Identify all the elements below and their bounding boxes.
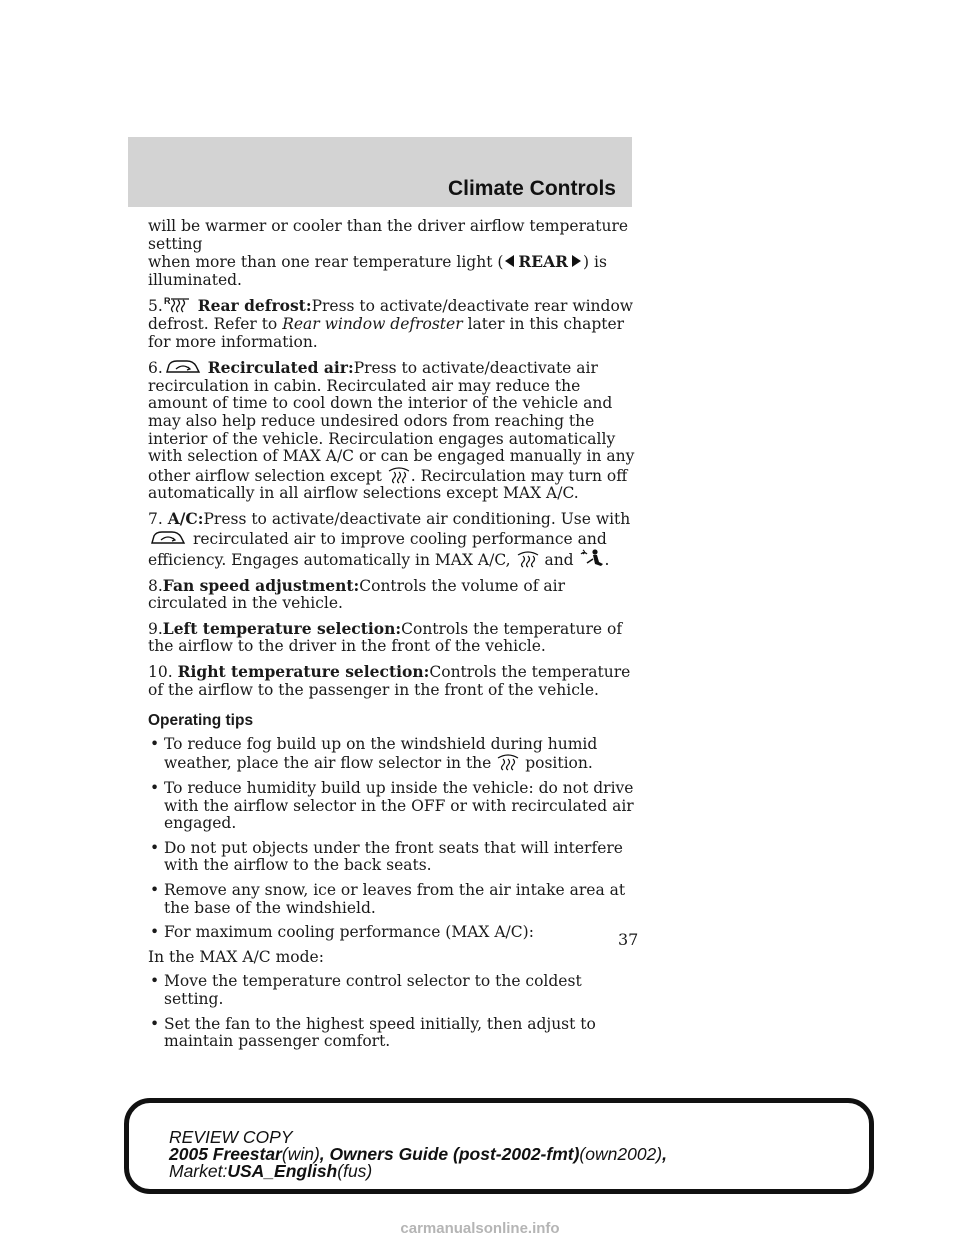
list-item: • To reduce fog build up on the windshield during humid weather, place the air flow selector in the position. (150, 734, 598, 773)
page-title: Climate Controls (447, 177, 616, 200)
triangle-left-icon (505, 255, 514, 267)
svg-text:R: R (163, 296, 171, 307)
list-item: • Set the fan to the highest speed initially, then adjust to maintain passenger comfort. (150, 1014, 596, 1051)
rear-indicator-label: REAR (518, 252, 569, 272)
max-ac-mode-line: In the MAX A/C mode: (148, 947, 324, 966)
page-body (148, 218, 638, 1058)
list-item: • Move the temperature control selector to the coldest setting. (150, 972, 582, 1008)
list-item: • Do not put objects under the front seats that will interfere with the airflow to the back seats. (150, 838, 623, 875)
review-copy-footer (124, 1098, 874, 1194)
header-band (128, 137, 632, 207)
floor-defrost-icon (579, 548, 605, 568)
recirculated-air-icon (163, 358, 203, 376)
item-ac: 7. A/C:Press to activate/deactivate air conditioning. Use with recirculated air to improve cooling performance and efficiency. Engages automatically in MAX A/C, and . (148, 508, 631, 570)
footer-text (169, 1129, 667, 1180)
review-copy-label: REVIEW COPY (169, 1127, 293, 1147)
defrost-icon (516, 550, 540, 568)
footer-market-line: Market:USA_English(fus) (169, 1161, 373, 1181)
item-right-temperature: 10. Right temperature selection:Controls the temperature of the airflow to the passenger in the front of the vehicle. (148, 662, 631, 699)
item-fan-speed: 8.Fan speed adjustment:Controls the volume of air circulated in the vehicle. (148, 575, 565, 613)
page-number: 37 (618, 930, 639, 949)
intro-paragraph: will be warmer or cooler than the driver airflow temperature setting when more than one rear temperature light ( REAR ) is illuminated. (148, 217, 629, 289)
defrost-icon (387, 466, 411, 484)
triangle-right-icon (572, 255, 581, 267)
item-left-temperature: 9.Left temperature selection:Controls the temperature of the airflow to the driver in the front of the vehicle. (148, 618, 623, 656)
rear-window-defrost-icon (163, 296, 193, 314)
watermark: carmanualsonline.info (400, 1220, 560, 1237)
recirculated-air-icon (148, 529, 188, 547)
list-item: • Remove any snow, ice or leaves from the air intake area at the base of the windshield. (150, 881, 626, 917)
list-item: • For maximum cooling performance (MAX A/C): (150, 923, 534, 942)
item-recirculated-air: 6. Recirculated air:Press to activate/deactivate air recirculation in cabin. Recirculated air may reduce the amount of time to cool down the interior of the vehicle and may also help reduce undesired odors from reaching the interior of the vehicle. Recirculation engages automatically with selection of MAX A/C or can be engaged manually in any other airflow selection except . Recirculation may turn off automatically in all airflow selections except MAX A/C. (148, 358, 635, 503)
list-item: • To reduce humidity build up inside the vehicle: do not drive with the airflow selector in the OFF or with recirculated air engaged. (150, 779, 634, 833)
footer-model-line: 2005 Freestar(win), Owners Guide (post-2002-fmt)(own2002), (169, 1144, 667, 1164)
operating-tips-heading: Operating tips (148, 712, 254, 730)
item-rear-defrost: 5. R Rear defrost:Press to activate/deactivate rear window defrost. Refer to Rear window defroster later in this chapter for more information. (148, 296, 634, 351)
defrost-icon (496, 753, 520, 771)
